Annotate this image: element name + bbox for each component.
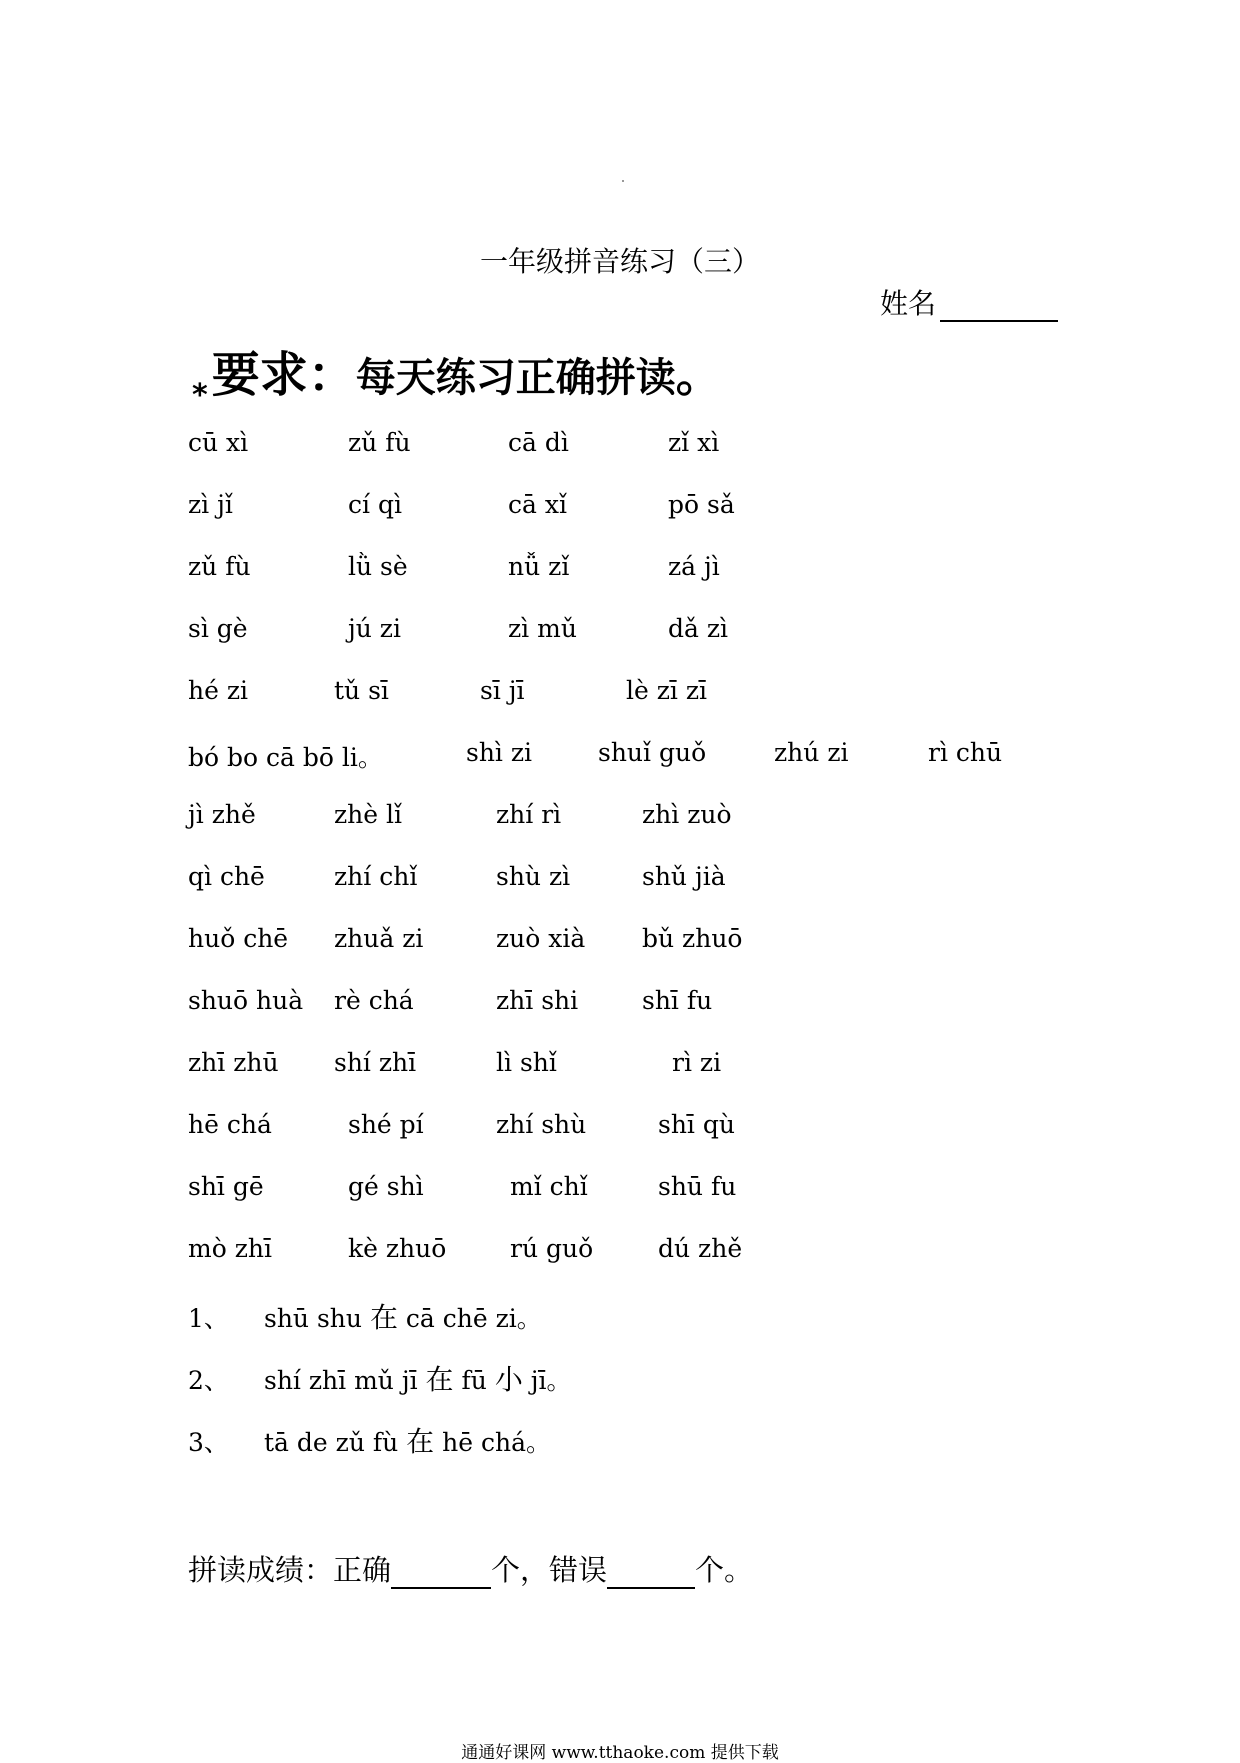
word: shé pí (348, 1110, 424, 1139)
sentence-number: 2、 (188, 1366, 229, 1395)
sentence-text: fū (453, 1366, 495, 1395)
word: zhí rì (496, 800, 562, 829)
word: bó bo cā bō li。 (188, 743, 383, 772)
word: tǔ sī (334, 676, 389, 705)
word: zhī zhū (188, 1048, 279, 1077)
word: huǒ chē (188, 924, 289, 953)
word: gé shì (348, 1172, 424, 1201)
requirement-period: 。 (675, 348, 722, 402)
sentence-text: shū shu (264, 1304, 370, 1333)
word: cí qì (348, 490, 402, 519)
sentence (188, 1420, 551, 1460)
word: jì zhě (188, 800, 256, 829)
word: zhú zi (774, 738, 849, 767)
word: lì shǐ (496, 1048, 557, 1077)
word: kè zhuō (348, 1234, 447, 1263)
word: dú zhě (658, 1234, 743, 1263)
wrong-count-blank[interactable] (607, 1559, 695, 1589)
word: shī gē (188, 1172, 264, 1201)
sentence-text: 在 (369, 1301, 398, 1334)
word: cā dì (508, 428, 569, 457)
sentence-text: 在 (406, 1425, 435, 1458)
sentence (188, 1296, 542, 1336)
word: pō sǎ (668, 490, 735, 519)
word: hé zi (188, 676, 249, 705)
word: mǐ chǐ (510, 1172, 588, 1201)
word: shǔ jià (642, 862, 726, 891)
requirement-heading (192, 336, 722, 413)
score-end-label: 个。 (695, 1553, 754, 1587)
word: zhī shi (496, 986, 579, 1015)
sentence-text: jī。 (522, 1366, 572, 1395)
word: zuò xià (496, 924, 586, 953)
sentence-number: 3、 (188, 1428, 229, 1457)
word: zì mǔ (508, 614, 577, 643)
sentence-text: cā chē zi。 (397, 1304, 542, 1333)
word: shū fu (658, 1172, 737, 1201)
word: cā xǐ (508, 490, 567, 519)
word: rú guǒ (510, 1234, 594, 1263)
footer-credit: 通通好课网 www.tthaoke.com 提供下载 (461, 1743, 779, 1763)
scan-speck (622, 180, 624, 182)
word: shī fu (642, 986, 713, 1015)
requirement-label: 要求： (211, 347, 356, 403)
sentence-text: 小 (494, 1363, 523, 1396)
word: mò zhī (188, 1234, 272, 1263)
word: lǜ sè (348, 552, 408, 581)
word: shuō huà (188, 986, 304, 1015)
sentence-text: 在 (425, 1363, 454, 1396)
score-correct-label: 拼读成绩：正确 (188, 1553, 392, 1587)
sentence-text: shí zhī mǔ jī (264, 1366, 426, 1395)
sentence-text: hē chá。 (434, 1428, 551, 1457)
word: shì zi (466, 738, 533, 767)
word: shuǐ guǒ (598, 738, 707, 767)
word: shù zì (496, 862, 571, 891)
word: sī jī (480, 676, 525, 705)
word: rè chá (334, 986, 414, 1015)
word: nǚ zǐ (508, 552, 570, 581)
word: jú zi (348, 614, 401, 643)
word: zǔ fù (348, 428, 411, 457)
word: zhí chǐ (334, 862, 418, 891)
name-blank-line[interactable] (940, 292, 1058, 322)
word: zǔ fù (188, 552, 251, 581)
correct-count-blank[interactable] (391, 1559, 491, 1589)
word: cū xì (188, 428, 249, 457)
name-label: 姓名 (880, 287, 937, 320)
word: lè zī zī (626, 676, 708, 705)
word: shī qù (658, 1110, 735, 1139)
word: hē chá (188, 1110, 272, 1139)
score-wrong-label: 个，错误 (491, 1553, 608, 1587)
page-title: 一年级拼音练习（三） (479, 245, 760, 278)
sentence (188, 1358, 572, 1398)
requirement-text: 每天练习正确拼读 (355, 355, 676, 401)
word: qì chē (188, 862, 265, 891)
score-line (188, 1548, 753, 1589)
word: sì gè (188, 614, 248, 643)
word: zhè lǐ (334, 800, 403, 829)
star-icon: * (192, 378, 208, 413)
word: zhí shù (496, 1110, 587, 1139)
word: zhuǎ zi (334, 924, 424, 953)
sentence-number: 1、 (188, 1304, 229, 1333)
word: bǔ zhuō (642, 924, 743, 953)
word: shí zhī (334, 1048, 417, 1077)
name-field (880, 282, 1058, 322)
word: zhì zuò (642, 800, 732, 829)
word: zǐ xì (668, 428, 720, 457)
word: rì zi (672, 1048, 722, 1077)
sentence-text: tā de zǔ fù (264, 1428, 407, 1457)
word: zì jǐ (188, 490, 233, 519)
word: zá jì (668, 552, 720, 581)
word: rì chū (928, 738, 1003, 767)
word: dǎ zì (668, 614, 729, 643)
